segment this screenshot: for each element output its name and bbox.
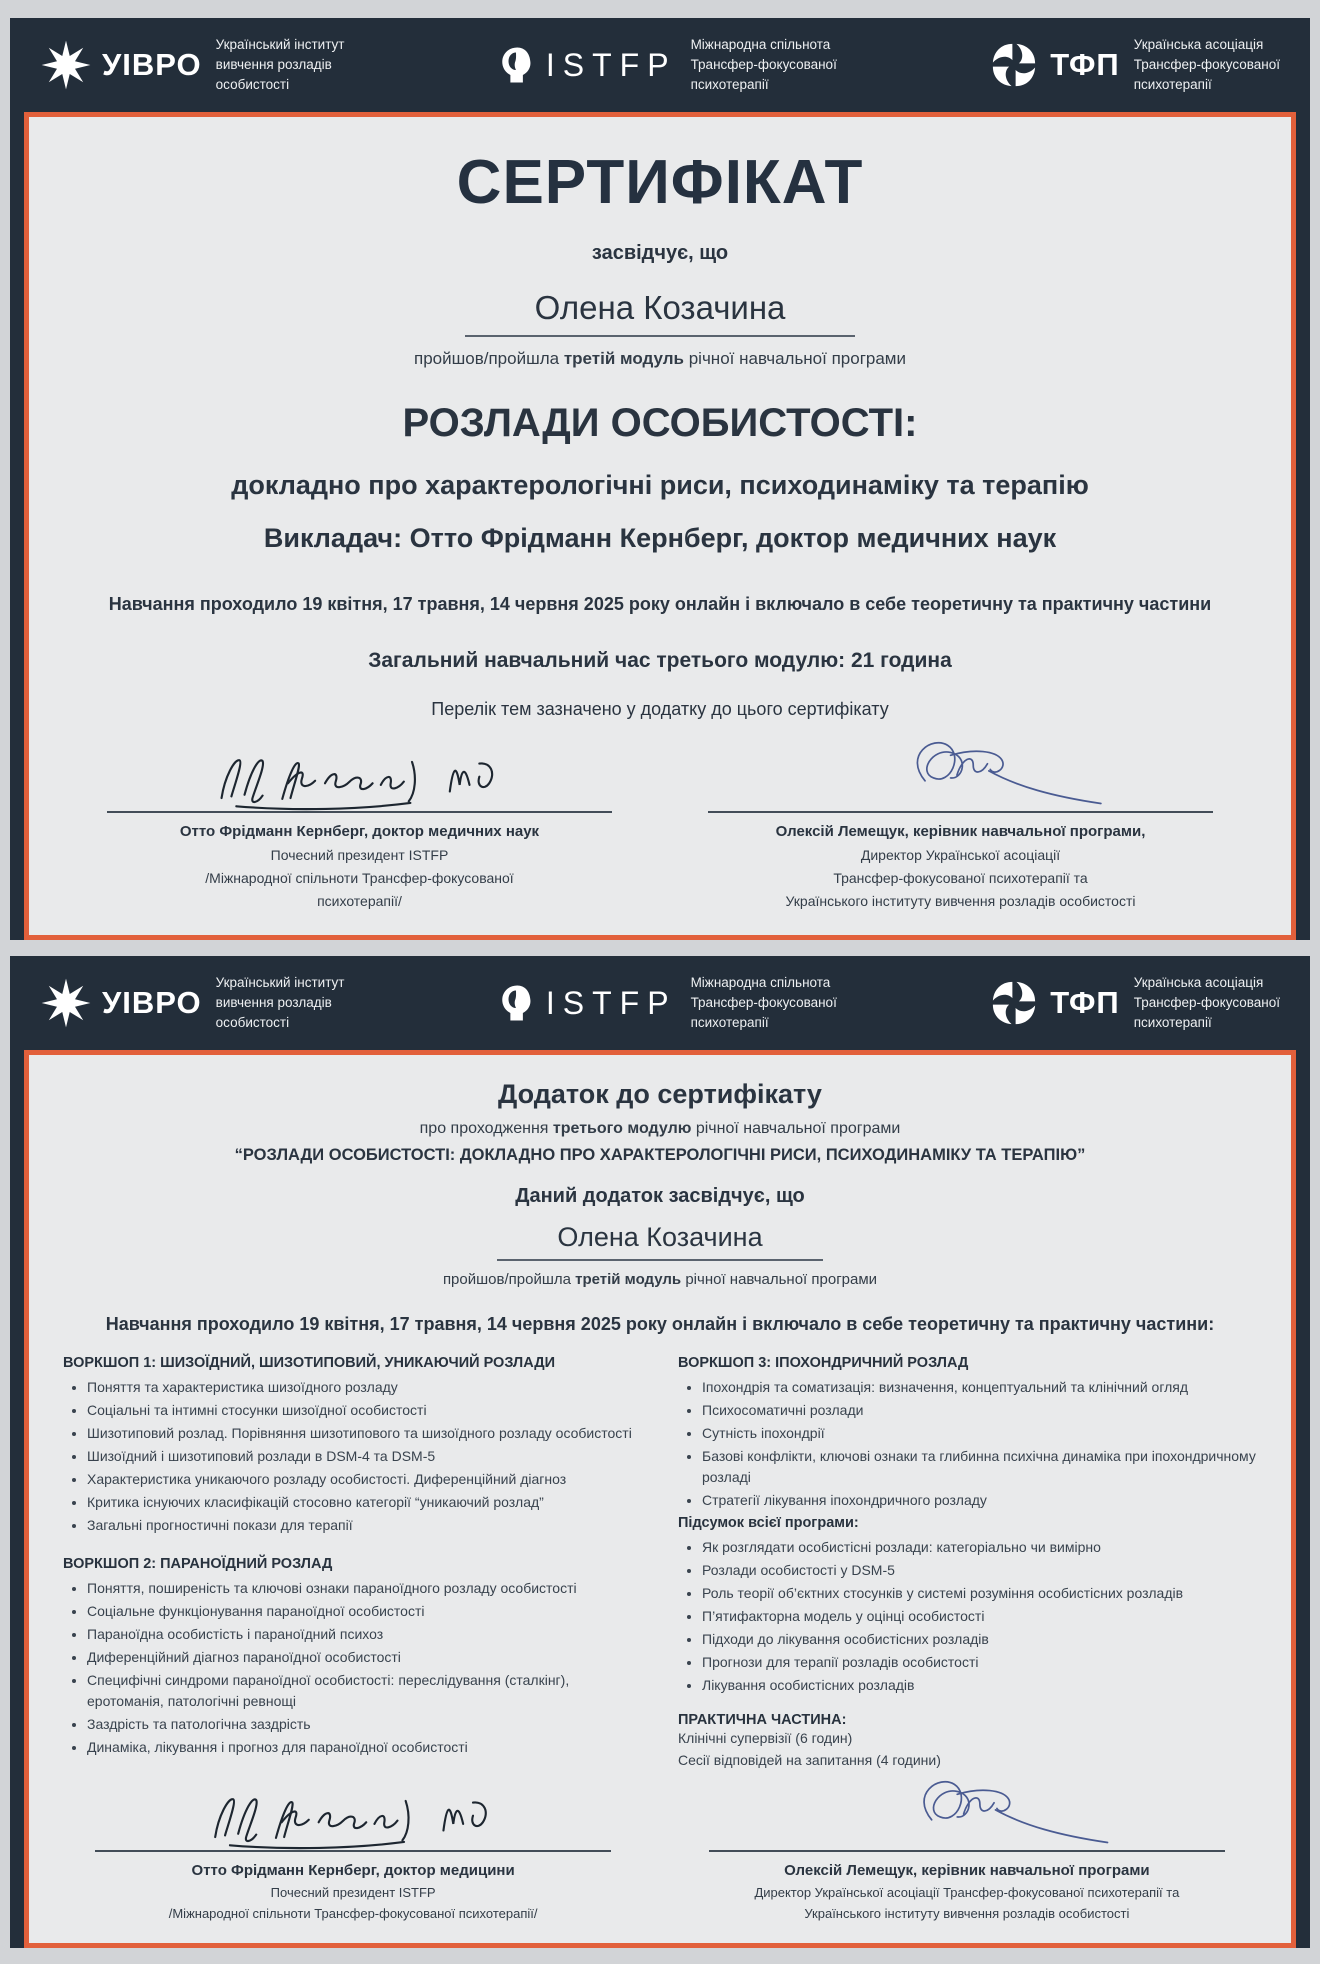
practical-title: ПРАКТИЧНА ЧАСТИНА: [678, 1712, 847, 1728]
course-subtitle: докладно про характерологічні риси, психодинаміку та терапію [231, 470, 1089, 500]
list-item: Директор Української асоціації Трансфер-фокусованої психотерапії та [754, 1885, 1180, 1901]
completed-prefix: пройшов/пройшла [442, 1271, 571, 1288]
list-item: • Роль теорії об’єктних стосунків у системі розуміння особистісних розладів [702, 1583, 1257, 1604]
completed-line [75, 349, 1245, 369]
signer-right-titles [694, 847, 1227, 909]
list-item: Український інститут [215, 974, 345, 990]
logo-tfp [988, 973, 1280, 1034]
appendix-completed-line [63, 1271, 1257, 1288]
list-item: Клінічні супервізії (6 годин) [678, 1730, 853, 1746]
list-item: • Прогнози для терапії розладів особистості [702, 1652, 1257, 1673]
total-time: Загальний навчальний час третього модулю: 21 година [368, 649, 952, 672]
list-item: особистості [215, 1015, 290, 1031]
tfp-pinwheel-icon [988, 977, 1040, 1029]
list-item: Трансфер-фокусованої [690, 56, 837, 72]
list-item: Українського інституту вивчення розладів особистості [804, 1906, 1130, 1922]
list-item: психотерапії [690, 1015, 769, 1031]
list-item: психотерапії [1133, 77, 1212, 93]
istfp-mark [496, 983, 677, 1023]
topics-columns [63, 1355, 1257, 1771]
istfp-abbr: ISTFP [545, 984, 677, 1021]
lemeshchuk-signature [694, 734, 1227, 812]
signature-left [93, 734, 626, 909]
signature-right [695, 1773, 1239, 1921]
list-item: Трансфер-фокусованої [690, 994, 837, 1010]
training-info: Навчання проходило 19 квітня, 17 травня, 14 червня 2025 року онлайн і включало в себе теоретичну та практичну частини [108, 594, 1212, 614]
list-item: • Поняття та характеристика шизоїдного розладу [87, 1377, 642, 1398]
appendix-title: Додаток до сертифікату [498, 1079, 822, 1109]
completed-suffix: річної навчальної програми [685, 1271, 878, 1288]
list-item: Українського інституту вивчення розладів особистості [785, 893, 1136, 909]
list-item: • Соціальне функціонування параноїдної особистості [87, 1601, 642, 1622]
istfp-desc [691, 973, 837, 1034]
certificate-body [24, 112, 1296, 940]
list-item: • Заздрість та патологічна заздрість [87, 1714, 642, 1735]
list-item: • Шизоїдний і шизотиповий розлади в DSM-4 та DSM-5 [87, 1446, 642, 1467]
uivro-desc [216, 973, 345, 1034]
list-item: Сесії відповідей на запитання (4 години) [678, 1751, 941, 1768]
signatures-row [63, 1773, 1257, 1921]
signer-right-name: Олексій Лемещук, керівник навчальної програми [784, 1862, 1150, 1880]
tfp-mark [988, 977, 1120, 1029]
appendix-sub-suffix: річної навчальної програми [695, 1120, 901, 1137]
list-item: психотерапії [1133, 1015, 1212, 1031]
list-item: • Шизотиповий розлад. Порівняння шизотипового та шизоїдного розладу особистості [87, 1423, 642, 1444]
tfp-desc [1134, 973, 1280, 1034]
list-item: психотерапії [690, 77, 769, 93]
uivro-star-icon [40, 39, 92, 91]
appendix-subtitle [63, 1120, 1257, 1138]
list-item: Український інститут [215, 36, 345, 52]
completed-module: третій модуль [563, 349, 684, 368]
practical-lines [678, 1728, 1257, 1771]
list-item: • Загальні прогностичні покази для терапії [87, 1515, 642, 1536]
certifies-text: засвідчує, що [591, 242, 729, 264]
list-item: • П’ятифакторна модель у оцінці особистості [702, 1606, 1257, 1627]
list-item: вивчення розладів [215, 56, 332, 72]
appendix-body [24, 1050, 1296, 1948]
logo-uivro [40, 973, 345, 1034]
certificate-title: СЕРТИФІКАТ [456, 148, 864, 217]
list-item: /Міжнародної спільноти Трансфер-фокусованої [205, 870, 514, 886]
appendix-course-caps: “РОЗЛАДИ ОСОБИСТОСТІ: ДОКЛАДНО ПРО ХАРАКТЕРОЛОГІЧНІ РИСИ, ПСИХОДИНАМІКУ ТА ТЕРАПІЮ” [234, 1146, 1086, 1164]
course-title: РОЗЛАДИ ОСОБИСТОСТІ: [402, 401, 918, 445]
list-item: • Поняття, поширеність та ключові ознаки параноїдного розладу особистості [87, 1578, 642, 1599]
list-item: • Як розглядати особистісні розлади: категоріально чи вимірно [702, 1537, 1257, 1558]
tfp-abbr: ТФП [1050, 985, 1120, 1020]
list-item: особистості [215, 77, 290, 93]
list-item: • Іпохондрія та соматизація: визначення, концептуальний та клінічний огляд [702, 1377, 1257, 1398]
list-item: • Стратегії лікування іпохондричного розладу [702, 1490, 1257, 1511]
appendix-page [10, 956, 1310, 1948]
lecturer-line: Викладач: Отто Фрідманн Кернберг, доктор медичних наук [263, 523, 1057, 553]
lemeshchuk-signature [695, 1773, 1239, 1851]
workshop1-list [63, 1377, 642, 1536]
list-item: • Підходи до лікування особистісних розладів [702, 1629, 1257, 1650]
list-item: • Критика існуючих класифікацій стосовно категорії “уникаючий розлад” [87, 1492, 642, 1513]
tfp-desc [1134, 35, 1280, 96]
list-item: Трансфер-фокусованої [1133, 56, 1280, 72]
appendix-training-info: Навчання проходило 19 квітня, 17 травня, 14 червня 2025 року онлайн і включало в себе теоретичну та практичну частини: [105, 1314, 1215, 1334]
list-item: Почесний президент ISTFP [270, 847, 449, 863]
certificate-header [10, 18, 1310, 112]
list-item: • Психосоматичні розлади [702, 1400, 1257, 1421]
logo-istfp [496, 35, 837, 96]
uivro-abbr: УІВРО [102, 985, 202, 1020]
workshop1-title: ВОРКШОП 1: ШИЗОЇДНИЙ, ШИЗОТИПОВИЙ, УНИКАЮЧИЙ РОЗЛАДИ [63, 1355, 555, 1371]
appendix-certifies: Даний додаток засвідчує, що [515, 1185, 805, 1207]
istfp-desc [691, 35, 837, 96]
signer-left-name: Отто Фрідманн Кернберг, доктор медицини [191, 1862, 515, 1880]
uivro-desc [216, 35, 345, 96]
uivro-mark [40, 977, 202, 1029]
list-item: • Сутність іпохондрії [702, 1423, 1257, 1444]
workshop2-title: ВОРКШОП 2: ПАРАНОЇДНИЙ РОЗЛАД [63, 1556, 333, 1572]
tfp-mark [988, 39, 1120, 91]
topics-left-column [63, 1355, 642, 1771]
signer-right-titles [695, 1885, 1239, 1921]
topics-right-column [678, 1355, 1257, 1771]
istfp-head-icon [496, 45, 536, 85]
appendix-sub-prefix: про проходження [419, 1120, 549, 1137]
recipient-name: Олена Козачина [497, 1222, 822, 1261]
signer-left-titles [81, 1885, 625, 1921]
list-item: Міжнародна спільнота [690, 36, 831, 52]
list-item: Українська асоціація [1133, 36, 1264, 52]
list-item: • Параноїдна особистість і параноїдний психоз [87, 1624, 642, 1645]
list-item: Трансфер-фокусованої психотерапії та [833, 870, 1088, 886]
completed-module: третій модуль [575, 1271, 682, 1288]
signature-left [81, 1773, 625, 1921]
appendix-sub-module: третього модулю [552, 1120, 692, 1137]
logo-uivro [40, 35, 345, 96]
program-summary-list [678, 1537, 1257, 1696]
signature-right [694, 734, 1227, 909]
list-item: • Специфічні синдроми параноїдної особистості: переслідування (сталкінг), еротоманія, патологічні ревнощі [87, 1670, 642, 1712]
uivro-mark [40, 39, 202, 91]
list-item: • Соціальні та інтимні стосунки шизоїдної особистості [87, 1400, 642, 1421]
list-item: Міжнародна спільнота [690, 974, 831, 990]
completed-prefix: пройшов/пройшла [414, 349, 560, 368]
list-item: Трансфер-фокусованої [1133, 994, 1280, 1010]
uivro-abbr: УІВРО [102, 47, 202, 82]
kernberg-signature [81, 1773, 625, 1851]
signatures-row [75, 734, 1245, 909]
signer-left-titles [93, 847, 626, 909]
signer-left-name: Отто Фрідманн Кернберг, доктор медичних наук [179, 823, 540, 840]
list-item: /Міжнародної спільноти Трансфер-фокусованої психотерапії/ [168, 1906, 538, 1922]
list-item: • Розлади особистості у DSM-5 [702, 1560, 1257, 1581]
istfp-head-icon [496, 983, 536, 1023]
list-item: • Динаміка, лікування і прогноз для параноїдної особистості [87, 1737, 642, 1758]
program-summary-title: Підсумок всієї програми: [678, 1515, 859, 1531]
list-item: • Диференційний діагноз параноїдної особистості [87, 1647, 642, 1668]
list-item: Українська асоціація [1133, 974, 1264, 990]
list-item: вивчення розладів [215, 994, 332, 1010]
topics-note: Перелік тем зазначено у додатку до цього сертифікату [431, 699, 889, 719]
kernberg-signature [93, 734, 626, 812]
logo-istfp [496, 973, 837, 1034]
signer-right-name: Олексій Лемещук, керівник навчальної програми, [775, 823, 1146, 840]
tfp-pinwheel-icon [988, 39, 1040, 91]
list-item: психотерапії/ [317, 893, 402, 909]
list-item: • Характеристика уникаючого розладу особистості. Диференційний діагноз [87, 1469, 642, 1490]
workshop2-list [63, 1578, 642, 1758]
workshop3-title: ВОРКШОП 3: ІПОХОНДРИЧНИЙ РОЗЛАД [678, 1355, 969, 1371]
list-item: Директор Української асоціації [860, 847, 1061, 863]
recipient-name: Олена Козачина [465, 289, 856, 337]
completed-suffix: річної навчальної програми [688, 349, 906, 368]
uivro-star-icon [40, 977, 92, 1029]
workshop3-list [678, 1377, 1257, 1511]
logo-tfp [988, 35, 1280, 96]
list-item: • Базові конфлікти, ключові ознаки та глибинна психічна динаміка при іпохондричному розладі [702, 1446, 1257, 1488]
list-item: • Лікування особистісних розладів [702, 1675, 1257, 1696]
certificate-page [10, 18, 1310, 940]
list-item: Почесний президент ISTFP [270, 1885, 436, 1901]
tfp-abbr: ТФП [1050, 47, 1120, 82]
appendix-header [10, 956, 1310, 1050]
istfp-mark [496, 45, 677, 85]
istfp-abbr: ISTFP [545, 46, 677, 83]
